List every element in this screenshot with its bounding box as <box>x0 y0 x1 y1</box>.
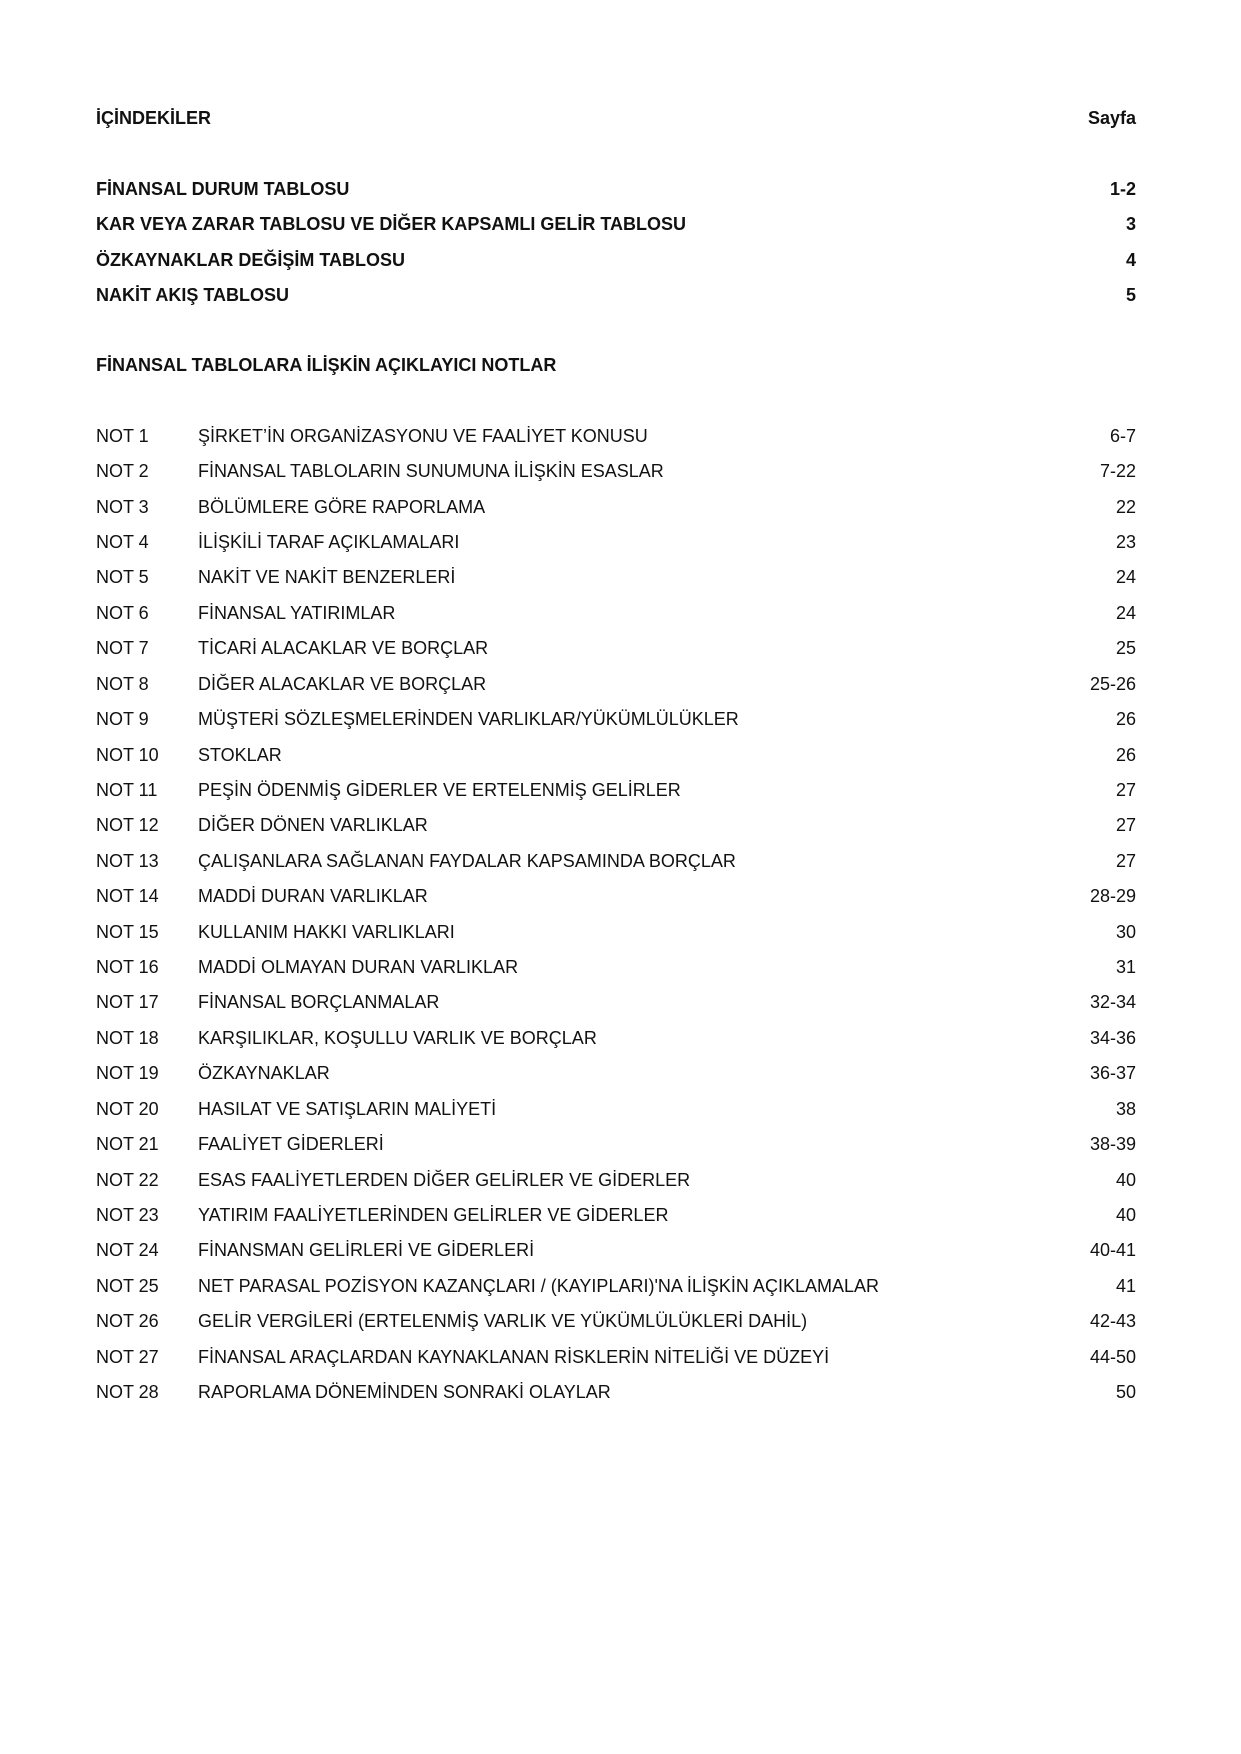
note-number: NOT 28 <box>96 1382 159 1402</box>
note-number: NOT 13 <box>96 851 159 871</box>
statement-page: 3 <box>1125 214 1136 234</box>
note-title: TİCARİ ALACAKLAR VE BORÇLAR <box>198 638 489 658</box>
note-page: 41 <box>1115 1276 1136 1296</box>
note-title: ÖZKAYNAKLAR <box>198 1063 330 1083</box>
note-entry[interactable] <box>96 635 1136 661</box>
note-number: NOT 20 <box>96 1099 159 1119</box>
note-number: NOT 1 <box>96 426 149 446</box>
statement-title: NAKİT AKIŞ TABLOSU <box>96 285 289 305</box>
note-title: BÖLÜMLERE GÖRE RAPORLAMA <box>198 497 486 517</box>
note-title: MADDİ DURAN VARLIKLAR <box>198 886 428 906</box>
note-page: 38 <box>1115 1099 1136 1119</box>
note-page: 22 <box>1115 497 1136 517</box>
note-number: NOT 2 <box>96 461 149 481</box>
note-entry[interactable] <box>96 1344 1136 1370</box>
note-page: 7-22 <box>1099 461 1136 481</box>
note-number: NOT 24 <box>96 1240 159 1260</box>
note-page: 27 <box>1115 815 1136 835</box>
note-page: 28-29 <box>1089 886 1136 906</box>
note-entry[interactable] <box>96 989 1136 1015</box>
note-page: 32-34 <box>1089 992 1136 1012</box>
note-page: 26 <box>1115 745 1136 765</box>
note-page: 27 <box>1115 851 1136 871</box>
note-entry[interactable] <box>96 1025 1136 1051</box>
note-title: FİNANSAL BORÇLANMALAR <box>198 992 440 1012</box>
note-title: NAKİT VE NAKİT BENZERLERİ <box>198 567 456 587</box>
note-page: 24 <box>1115 567 1136 587</box>
note-title: FİNANSAL ARAÇLARDAN KAYNAKLANAN RİSKLERİN NİTELİĞİ VE DÜZEYİ <box>198 1347 830 1367</box>
note-entry[interactable] <box>96 1237 1136 1263</box>
note-number: NOT 15 <box>96 922 159 942</box>
note-page: 42-43 <box>1089 1311 1136 1331</box>
note-page: 38-39 <box>1089 1134 1136 1154</box>
note-number: NOT 17 <box>96 992 159 1012</box>
note-page: 40 <box>1115 1170 1136 1190</box>
page-column-label: Sayfa <box>1087 108 1136 128</box>
note-entry[interactable] <box>96 1096 1136 1122</box>
note-title: FİNANSMAN GELİRLERİ VE GİDERLERİ <box>198 1240 535 1260</box>
note-page: 26 <box>1115 709 1136 729</box>
note-number: NOT 7 <box>96 638 149 658</box>
note-number: NOT 26 <box>96 1311 159 1331</box>
note-entry[interactable] <box>96 812 1136 838</box>
note-page: 34-36 <box>1089 1028 1136 1048</box>
note-number: NOT 22 <box>96 1170 159 1190</box>
note-entry[interactable] <box>96 706 1136 732</box>
note-entry[interactable] <box>96 494 1136 520</box>
note-number: NOT 11 <box>96 780 158 800</box>
toc-header <box>96 105 1136 131</box>
note-title: PEŞİN ÖDENMİŞ GİDERLER VE ERTELENMİŞ GELİRLER <box>198 780 681 800</box>
statement-page: 1-2 <box>1109 179 1136 199</box>
note-page: 25-26 <box>1089 674 1136 694</box>
note-entry[interactable] <box>96 883 1136 909</box>
note-entry[interactable] <box>96 919 1136 945</box>
note-page: 31 <box>1115 957 1136 977</box>
note-title: RAPORLAMA DÖNEMİNDEN SONRAKİ OLAYLAR <box>198 1382 611 1402</box>
note-number: NOT 6 <box>96 603 149 623</box>
note-title: FİNANSAL YATIRIMLAR <box>198 603 396 623</box>
note-page: 23 <box>1115 532 1136 552</box>
note-entry[interactable] <box>96 1131 1136 1157</box>
note-number: NOT 8 <box>96 674 149 694</box>
notes-section-title: FİNANSAL TABLOLARA İLİŞKİN AÇIKLAYICI NOTLAR <box>96 355 557 375</box>
toc-title: İÇİNDEKİLER <box>96 108 212 128</box>
note-page: 27 <box>1115 780 1136 800</box>
note-number: NOT 21 <box>96 1134 159 1154</box>
note-page: 40-41 <box>1089 1240 1136 1260</box>
notes-section-heading <box>96 352 1136 378</box>
note-title: FAALİYET GİDERLERİ <box>198 1134 384 1154</box>
note-entry[interactable] <box>96 1202 1136 1228</box>
note-page: 40 <box>1115 1205 1136 1225</box>
note-title: ÇALIŞANLARA SAĞLANAN FAYDALAR KAPSAMINDA BORÇLAR <box>198 851 736 871</box>
note-number: NOT 16 <box>96 957 159 977</box>
statement-title: ÖZKAYNAKLAR DEĞİŞİM TABLOSU <box>96 250 406 270</box>
note-page: 25 <box>1115 638 1136 658</box>
note-number: NOT 12 <box>96 815 159 835</box>
note-number: NOT 3 <box>96 497 149 517</box>
note-number: NOT 10 <box>96 745 159 765</box>
statement-title: FİNANSAL DURUM TABLOSU <box>96 179 350 199</box>
note-title: FİNANSAL TABLOLARIN SUNUMUNA İLİŞKİN ESASLAR <box>198 461 664 481</box>
note-entry[interactable] <box>96 671 1136 697</box>
statement-entry[interactable] <box>96 247 1136 273</box>
note-entry[interactable] <box>96 423 1136 449</box>
note-title: İLİŞKİLİ TARAF AÇIKLAMALARI <box>198 532 460 552</box>
note-page: 24 <box>1115 603 1136 623</box>
note-title: KULLANIM HAKKI VARLIKLARI <box>198 922 455 942</box>
statement-title: KAR VEYA ZARAR TABLOSU VE DİĞER KAPSAMLI GELİR TABLOSU <box>96 214 687 234</box>
note-entry[interactable] <box>96 564 1136 590</box>
statement-page: 5 <box>1125 285 1136 305</box>
note-number: NOT 23 <box>96 1205 159 1225</box>
note-number: NOT 18 <box>96 1028 159 1048</box>
note-entry[interactable] <box>96 529 1136 555</box>
note-title: MADDİ OLMAYAN DURAN VARLIKLAR <box>198 957 519 977</box>
note-title: DİĞER DÖNEN VARLIKLAR <box>198 815 428 835</box>
note-entry[interactable] <box>96 1379 1136 1405</box>
note-entry[interactable] <box>96 1167 1136 1193</box>
note-title: HASILAT VE SATIŞLARIN MALİYETİ <box>198 1099 497 1119</box>
note-entry[interactable] <box>96 1273 1136 1299</box>
statement-entry[interactable] <box>96 176 1136 202</box>
statement-entry[interactable] <box>96 211 1136 237</box>
note-entry[interactable] <box>96 742 1136 768</box>
note-page: 36-37 <box>1089 1063 1136 1083</box>
note-number: NOT 27 <box>96 1347 159 1367</box>
note-entry[interactable] <box>96 1060 1136 1086</box>
note-page: 6-7 <box>1109 426 1136 446</box>
note-entry[interactable] <box>96 777 1136 803</box>
note-page: 44-50 <box>1089 1347 1136 1367</box>
note-entry[interactable] <box>96 848 1136 874</box>
note-title: ŞİRKET’İN ORGANİZASYONU VE FAALİYET KONUSU <box>198 426 648 446</box>
note-number: NOT 4 <box>96 532 149 552</box>
note-title: DİĞER ALACAKLAR VE BORÇLAR <box>198 674 487 694</box>
note-title: KARŞILIKLAR, KOŞULLU VARLIK VE BORÇLAR <box>198 1028 597 1048</box>
note-entry[interactable] <box>96 458 1136 484</box>
note-title: NET PARASAL POZİSYON KAZANÇLARI / (KAYIPLARI)'NA İLİŞKİN AÇIKLAMALAR <box>198 1276 879 1296</box>
statement-page: 4 <box>1125 250 1136 270</box>
note-number: NOT 5 <box>96 567 149 587</box>
note-page: 50 <box>1115 1382 1136 1402</box>
note-title: YATIRIM FAALİYETLERİNDEN GELİRLER VE GİDERLER <box>198 1205 669 1225</box>
note-page: 30 <box>1115 922 1136 942</box>
note-entry[interactable] <box>96 1308 1136 1334</box>
note-title: MÜŞTERİ SÖZLEŞMELERİNDEN VARLIKLAR/YÜKÜMLÜLÜKLER <box>198 709 739 729</box>
note-number: NOT 19 <box>96 1063 159 1083</box>
note-entry[interactable] <box>96 954 1136 980</box>
note-title: ESAS FAALİYETLERDEN DİĞER GELİRLER VE GİDERLER <box>198 1170 691 1190</box>
statement-entry[interactable] <box>96 282 1136 308</box>
note-title: GELİR VERGİLERİ (ERTELENMİŞ VARLIK VE YÜKÜMLÜLÜKLERİ DAHİL) <box>198 1311 808 1331</box>
note-number: NOT 14 <box>96 886 159 906</box>
note-number: NOT 25 <box>96 1276 159 1296</box>
note-number: NOT 9 <box>96 709 149 729</box>
note-entry[interactable] <box>96 600 1136 626</box>
note-title: STOKLAR <box>198 745 282 765</box>
